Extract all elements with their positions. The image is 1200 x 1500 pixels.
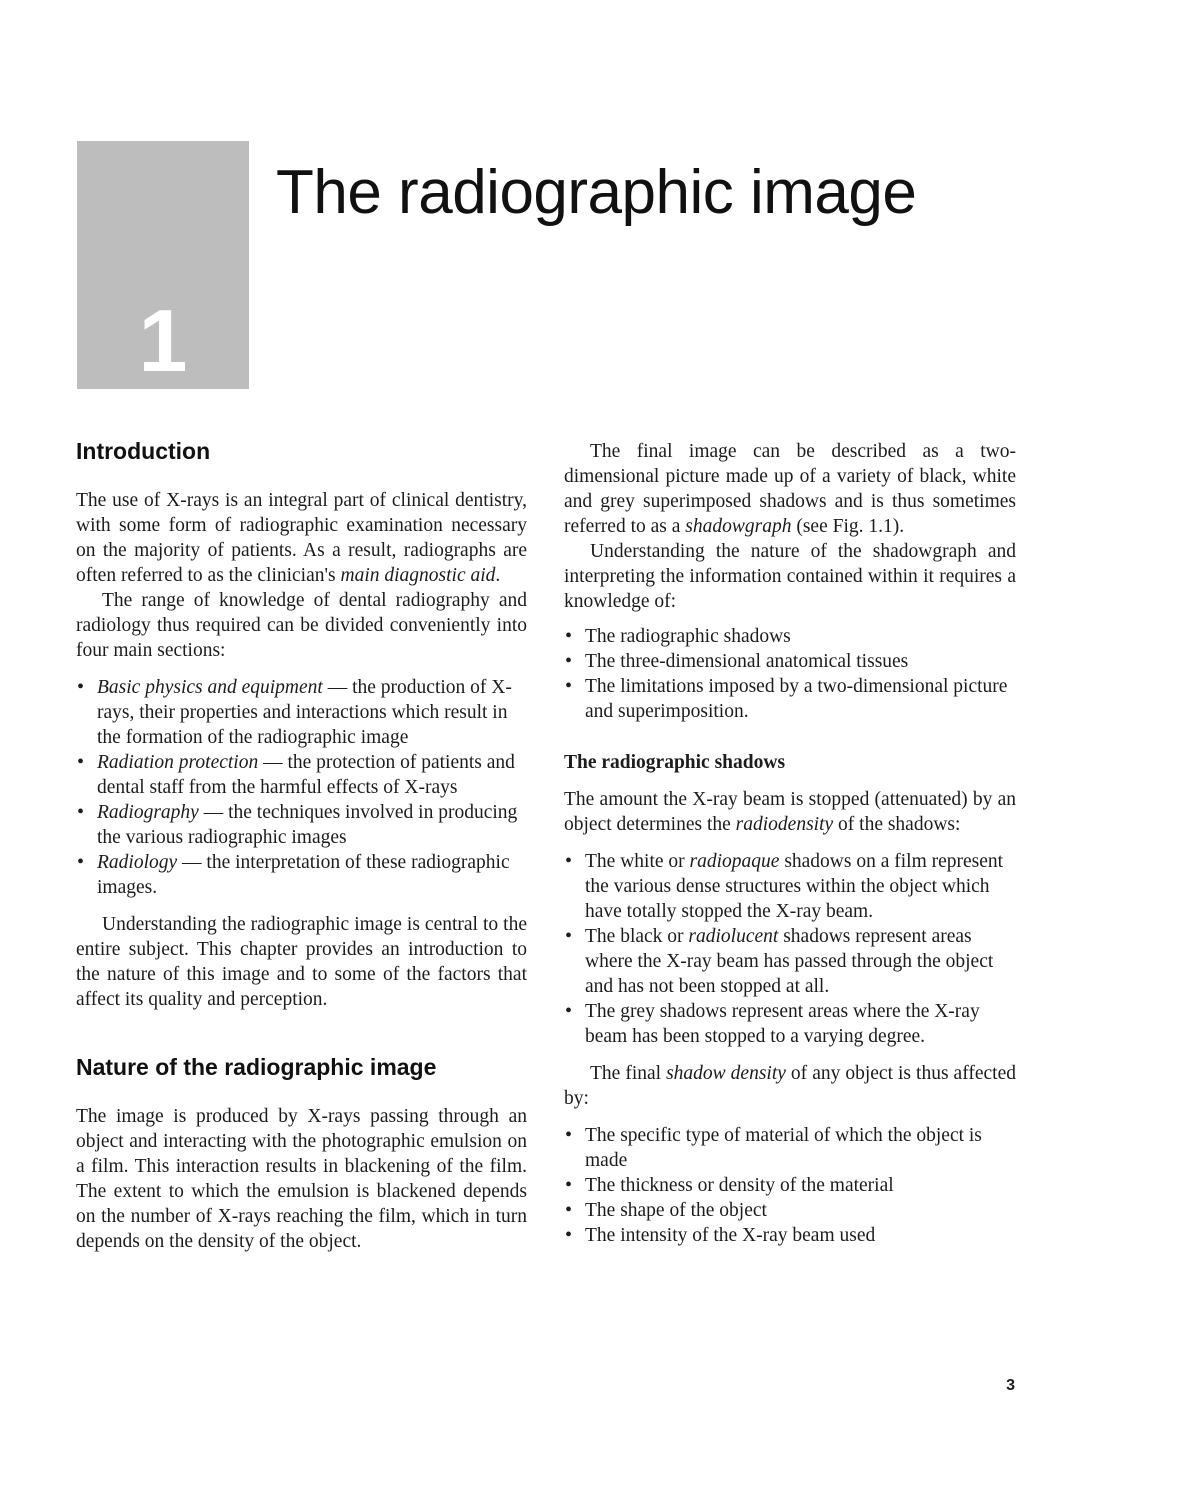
- list-item: • Radiation protection — the protection of patients and dental staff from the harmful effects of X-rays: [76, 750, 527, 800]
- intro-paragraph-3: Understanding the radiographic image is central to the entire subject. This chapter provides an introduction to the nature of this image and to some of the factors that affect its quality and perception.: [76, 914, 527, 1010]
- chapter-number-box: [77, 141, 249, 389]
- nature-paragraph-3: Understanding the nature of the shadowgraph and interpreting the information contained within it requires a knowledge of:: [564, 541, 1016, 612]
- density-factors-list: [564, 1123, 1016, 1248]
- chapter-number: 1: [138, 291, 188, 390]
- list-item: • The grey shadows represent areas where the X-ray beam has been stopped to a varying degree.: [564, 999, 1016, 1049]
- list-item: • The limitations imposed by a two-dimensional picture and superimposition.: [564, 674, 1016, 724]
- shadows-paragraph-2: The final shadow density of any object is thus affected by:: [564, 1063, 1016, 1109]
- intro-paragraph-1: The use of X-rays is an integral part of clinical dentistry, with some form of radiographic examination necessary on the majority of patients. As a result, radiographs are often referred to as the clinician's main diagnostic aid.: [76, 490, 527, 586]
- list-item: • The specific type of material of which the object is made: [564, 1123, 1016, 1173]
- nature-paragraph-2: The final image can be described as a two-dimensional picture made up of a variety of black, white and grey superimposed shadows and is thus sometimes referred to as a shadowgraph (see Fig. 1.1).: [564, 441, 1016, 537]
- chapter-title: The radiographic image: [276, 158, 917, 227]
- sections-list: [76, 675, 527, 900]
- intro-heading: Introduction: [76, 438, 211, 464]
- list-item: • Radiography — the techniques involved in producing the various radiographic images: [76, 800, 527, 850]
- list-item: • Basic physics and equipment — the production of X-rays, their properties and interactions which result in the formation of the radiographic image: [76, 675, 527, 750]
- list-item: • The intensity of the X-ray beam used: [564, 1223, 1016, 1248]
- list-item: • The shape of the object: [564, 1198, 1016, 1223]
- left-column: [76, 436, 527, 1254]
- list-item: • The thickness or density of the material: [564, 1173, 1016, 1198]
- intro-paragraph-2: The range of knowledge of dental radiography and radiology thus required can be divided conveniently into four main sections:: [76, 590, 527, 661]
- list-item: • Radiology — the interpretation of these radiographic images.: [76, 850, 527, 900]
- shadows-heading: The radiographic shadows: [564, 752, 786, 773]
- list-item: • The radiographic shadows: [564, 624, 1016, 649]
- nature-heading: Nature of the radiographic image: [76, 1054, 437, 1080]
- knowledge-list: [564, 624, 1016, 724]
- right-column: [564, 439, 1016, 1248]
- shadows-paragraph-1: The amount the X-ray beam is stopped (attenuated) by an object determines the radiodensity of the shadows:: [564, 789, 1016, 835]
- list-item: • The white or radiopaque shadows on a film represent the various dense structures within the object which have totally stopped the X-ray beam.: [564, 849, 1016, 924]
- page-number: 3: [1006, 1377, 1015, 1394]
- nature-paragraph-1: The image is produced by X-rays passing through an object and interacting with the photographic emulsion on a film. This interaction results in blackening of the film. The extent to which the emulsion is blackened depends on the number of X-rays reaching the film, which in turn depends on the density of the object.: [76, 1106, 527, 1252]
- list-item: • The black or radiolucent shadows represent areas where the X-ray beam has passed through the object and has not been stopped at all.: [564, 924, 1016, 999]
- shadow-types-list: [564, 849, 1016, 1049]
- list-item: • The three-dimensional anatomical tissues: [564, 649, 1016, 674]
